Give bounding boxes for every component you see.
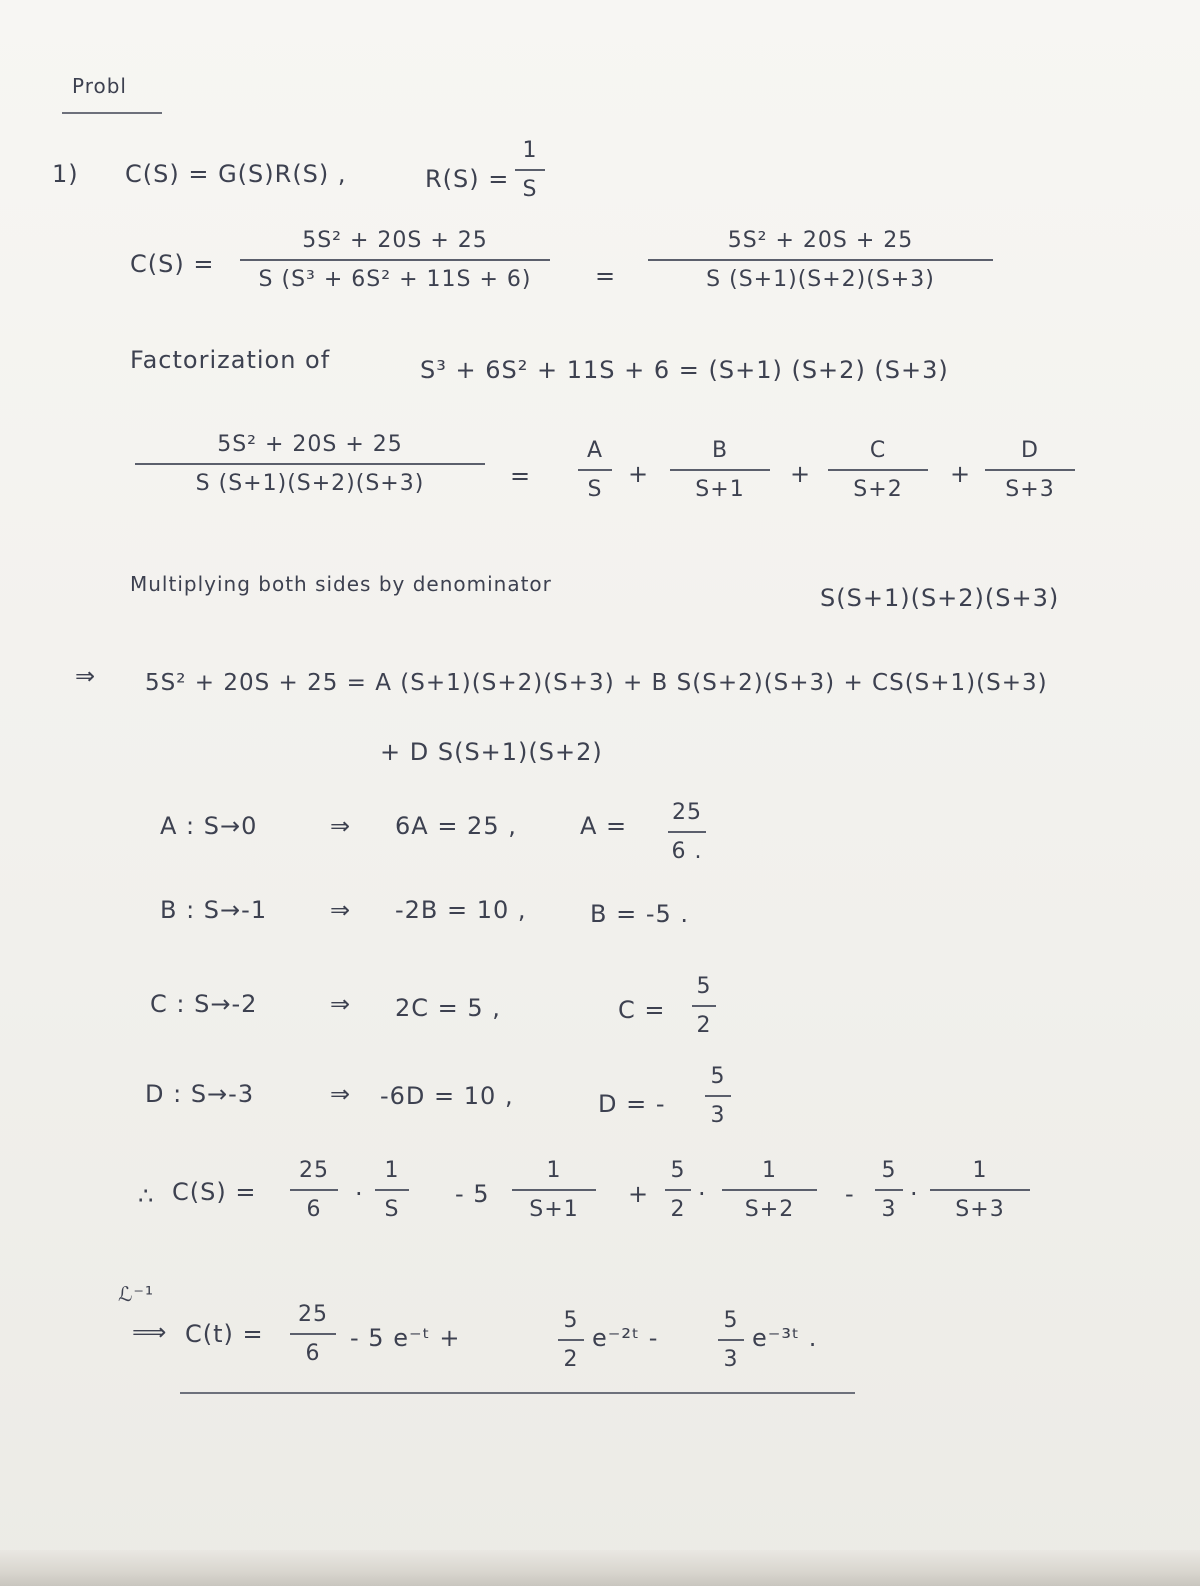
solve-d-res-fraction <box>705 1064 731 1128</box>
solve-c-res-fraction <box>692 974 716 1038</box>
cs-numerator-1: 5S² + 20S + 25 <box>302 228 488 253</box>
pf-term-d <box>985 438 1075 502</box>
rs-numerator: 1 <box>522 138 538 163</box>
result-f6-den: 3 <box>881 1196 897 1222</box>
solve-a-res-bar <box>668 831 706 833</box>
pf-term-c-den: S+2 <box>853 476 903 502</box>
inverse-f2 <box>558 1308 584 1372</box>
result-f6-num: 5 <box>881 1158 897 1183</box>
pf-term-a-bar <box>578 469 612 471</box>
solve-a-res-num: 25 <box>672 800 702 825</box>
page-bottom-edge <box>0 1550 1200 1586</box>
pf-term-c-bar <box>828 469 928 471</box>
result-f6-bar <box>875 1189 903 1191</box>
pf-term-d-bar <box>985 469 1075 471</box>
pf-term-b <box>670 438 770 502</box>
pf-plus-2: + <box>790 460 812 488</box>
rs-lhs: R(S) = <box>425 165 510 193</box>
solve-b-res: B = -5 . <box>590 900 690 928</box>
problem-number: 1) <box>52 160 79 188</box>
pf-term-c-num: C <box>869 438 887 463</box>
result-f5-den: S+2 <box>744 1196 795 1222</box>
pf-term-d-num: D <box>1021 438 1039 463</box>
result-f3-num: 1 <box>546 1158 562 1183</box>
pf-lhs-denominator: S (S+1)(S+2)(S+3) <box>195 470 425 496</box>
result-f4-bar <box>665 1189 691 1191</box>
result-f7-num: 1 <box>972 1158 988 1183</box>
inverse-laplace-operator: ℒ⁻¹ <box>118 1282 154 1306</box>
result-f1 <box>290 1158 338 1222</box>
result-dot-1: · <box>355 1180 364 1208</box>
solve-c-arrow: ⇒ <box>330 990 352 1018</box>
factorization-label: Factorization of <box>130 346 331 374</box>
solve-d-res-lhs: D = - <box>598 1090 666 1118</box>
inverse-term-2: e⁻²ᵗ - <box>592 1324 659 1352</box>
solve-a-res-fraction <box>668 800 706 864</box>
inverse-f3-num: 5 <box>723 1308 739 1333</box>
result-f4 <box>665 1158 691 1222</box>
result-f6 <box>875 1158 903 1222</box>
solve-c-label: C : S→-2 <box>150 990 258 1018</box>
result-f7-bar <box>930 1189 1030 1191</box>
multiply-denominator: S(S+1)(S+2)(S+3) <box>820 584 1060 612</box>
result-minus: - <box>845 1180 855 1208</box>
factorization-expr: S³ + 6S² + 11S + 6 = (S+1) (S+2) (S+3) <box>420 356 949 384</box>
pf-plus-1: + <box>628 460 650 488</box>
result-f5-bar <box>722 1189 817 1191</box>
result-dot-2: · <box>698 1180 707 1208</box>
result-f5 <box>722 1158 817 1222</box>
pf-term-c <box>828 438 928 502</box>
solve-a-arrow: ⇒ <box>330 812 352 840</box>
inverse-lhs: C(t) = <box>185 1320 264 1348</box>
solve-d-res-bar <box>705 1095 731 1097</box>
cs-numerator-2: 5S² + 20S + 25 <box>727 228 914 253</box>
result-f7 <box>930 1158 1030 1222</box>
result-plus: + <box>628 1180 650 1208</box>
cs-bar-2 <box>648 259 993 261</box>
inverse-f1 <box>290 1302 336 1366</box>
cs-fraction-2 <box>648 228 993 292</box>
solve-d-label: D : S→-3 <box>145 1080 255 1108</box>
line1-equation: C(S) = G(S)R(S) , <box>125 160 347 188</box>
result-f3-den: S+1 <box>529 1196 579 1222</box>
cs-denominator-1: S (S³ + 6S² + 11S + 6) <box>258 266 532 292</box>
result-dot-3: · <box>910 1180 919 1208</box>
pf-lhs-numerator: 5S² + 20S + 25 <box>217 432 403 457</box>
inverse-term-1: - 5 e⁻ᵗ + <box>350 1324 461 1352</box>
solve-d-res-den: 3 <box>710 1102 726 1128</box>
result-f2 <box>375 1158 409 1222</box>
rs-bar <box>515 169 545 171</box>
result-f4-den: 2 <box>670 1196 686 1222</box>
pf-term-a <box>578 438 612 502</box>
solve-c-res-bar <box>692 1005 716 1007</box>
solve-a-res-den: 6 . <box>671 838 703 864</box>
solve-a-res-lhs: A = <box>580 812 628 840</box>
final-underline <box>180 1392 855 1394</box>
cs-fraction-1 <box>240 228 550 292</box>
pf-term-a-den: S <box>587 476 603 502</box>
inverse-f1-num: 25 <box>298 1302 328 1327</box>
result-minus5: - 5 <box>455 1180 490 1208</box>
solve-b-label: B : S→-1 <box>160 896 268 924</box>
solve-c-eq: 2C = 5 , <box>395 994 501 1022</box>
solve-d-arrow: ⇒ <box>330 1080 352 1108</box>
result-f2-bar <box>375 1189 409 1191</box>
pf-term-b-bar <box>670 469 770 471</box>
solve-d-res-num: 5 <box>710 1064 726 1089</box>
inverse-f2-num: 5 <box>563 1308 579 1333</box>
pf-lhs-fraction <box>135 432 485 496</box>
pf-lhs-bar <box>135 463 485 465</box>
solve-b-arrow: ⇒ <box>330 896 352 924</box>
pf-plus-3: + <box>950 460 972 488</box>
rs-fraction <box>515 138 545 202</box>
rs-denominator: S <box>522 176 538 202</box>
pf-term-a-num: A <box>586 438 604 463</box>
inverse-f1-den: 6 <box>305 1340 321 1366</box>
result-f7-den: S+3 <box>955 1196 1005 1222</box>
pf-term-b-den: S+1 <box>695 476 745 502</box>
inverse-arrow: ⟹ <box>132 1318 168 1346</box>
cs-equals: = <box>595 262 617 290</box>
result-f3-bar <box>512 1189 596 1191</box>
inverse-f3-bar <box>718 1339 744 1341</box>
result-lhs: C(S) = <box>172 1178 257 1206</box>
inverse-f3 <box>718 1308 744 1372</box>
pf-term-d-den: S+3 <box>1005 476 1055 502</box>
solve-c-res-lhs: C = <box>618 996 666 1024</box>
cs-lhs: C(S) = <box>130 250 215 278</box>
solve-a-label: A : S→0 <box>160 812 258 840</box>
header-underline <box>62 112 162 114</box>
result-f2-num: 1 <box>384 1158 400 1183</box>
expand-line-2: + D S(S+1)(S+2) <box>380 738 603 766</box>
solve-d-eq: -6D = 10 , <box>380 1082 514 1110</box>
cs-denominator-2: S (S+1)(S+2)(S+3) <box>706 266 935 292</box>
inverse-term-3: e⁻³ᵗ . <box>752 1324 818 1352</box>
result-f3 <box>512 1158 596 1222</box>
inverse-f2-bar <box>558 1339 584 1341</box>
result-f1-den: 6 <box>306 1196 322 1222</box>
multiply-text: Multiplying both sides by denominator <box>130 572 552 596</box>
inverse-f2-den: 2 <box>563 1346 579 1372</box>
pf-term-b-num: B <box>711 438 729 463</box>
therefore-symbol: ∴ <box>138 1182 155 1210</box>
expand-arrow: ⇒ <box>75 662 97 690</box>
solve-c-res-num: 5 <box>696 974 712 999</box>
result-f1-num: 25 <box>299 1158 329 1183</box>
solve-b-eq: -2B = 10 , <box>395 896 527 924</box>
result-f1-bar <box>290 1189 338 1191</box>
cs-bar-1 <box>240 259 550 261</box>
result-f5-num: 1 <box>762 1158 777 1183</box>
result-f2-den: S <box>384 1196 400 1222</box>
solve-a-eq: 6A = 25 , <box>395 812 517 840</box>
header-title: Probl <box>72 74 127 98</box>
result-f4-num: 5 <box>670 1158 686 1183</box>
pf-equals: = <box>510 462 532 490</box>
inverse-f1-bar <box>290 1333 336 1335</box>
expand-line-1: 5S² + 20S + 25 = A (S+1)(S+2)(S+3) + B S(S+2)(S+3) + CS(S+1)(S+3) <box>145 670 1048 696</box>
solve-c-res-den: 2 <box>696 1012 712 1038</box>
inverse-f3-den: 3 <box>723 1346 739 1372</box>
